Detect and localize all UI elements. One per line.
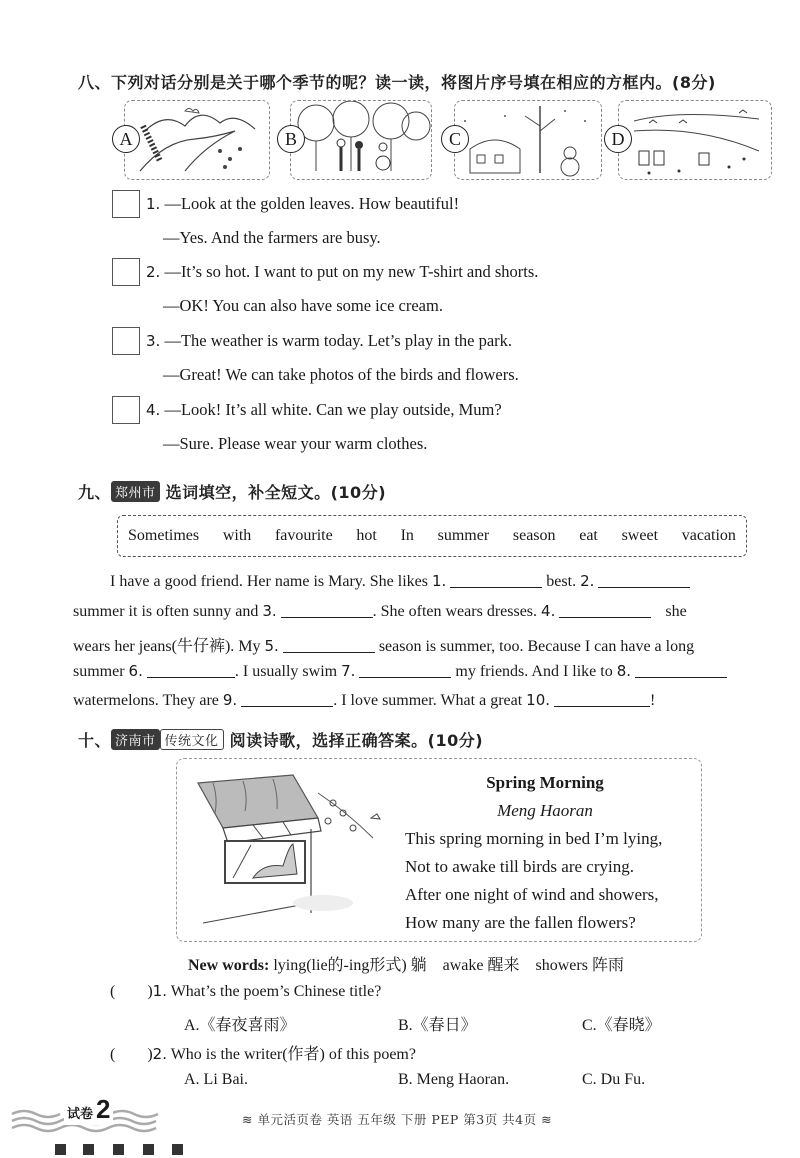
picture-b — [290, 100, 432, 180]
answer-box-3[interactable] — [112, 327, 140, 355]
question-1: ( )1. What’s the poem’s Chinese title? A.《春夜喜雨》 B.《春日》 C.《春晓》 — [110, 982, 661, 1034]
word-option: In — [400, 527, 414, 544]
word-option: summer — [437, 527, 490, 544]
option-c: C. Du Fu. — [582, 1071, 646, 1088]
new-words — [188, 952, 624, 975]
blank-7[interactable] — [359, 664, 451, 678]
picture-label-a: A — [112, 125, 140, 153]
winter-snowman-illustration — [455, 101, 602, 180]
word-bank — [117, 515, 747, 557]
passage-line-2: summer it is often sunny and 3. . She often wears dresses. 4. she — [73, 602, 687, 620]
new-words-label: New words: — [188, 957, 270, 974]
city-tag: 郑州市 — [111, 481, 160, 502]
picture-d — [618, 100, 772, 180]
picture-label-b: B — [277, 125, 305, 153]
poem-line: After one night of wind and showers, — [405, 885, 659, 904]
word-option: with — [222, 527, 252, 544]
word-bank-list — [118, 516, 746, 556]
spring-landscape-illustration — [125, 101, 270, 180]
paper-label: 试卷 2 — [64, 1094, 113, 1125]
option-c: C.《春晓》 — [582, 1017, 661, 1034]
city-tag: 济南市 — [111, 729, 160, 750]
blank-6[interactable] — [147, 664, 235, 678]
answer-box-1[interactable] — [112, 190, 140, 218]
passage-line-3: wears her jeans(牛仔裤). My 5. season is summer, too. Because I can have a long — [73, 637, 695, 655]
word-option: eat — [579, 527, 598, 544]
blank-5[interactable] — [283, 639, 375, 653]
poet-lying-by-window-illustration — [183, 763, 393, 939]
section-number: 八、 — [78, 73, 112, 92]
picture-c — [454, 100, 602, 180]
blank-8[interactable] — [635, 664, 727, 678]
passage-line-1: I have a good friend. Her name is Mary. She likes 1. best. 2. — [110, 572, 690, 591]
section-10-heading: 十、 济南市 传统文化 阅读诗歌，选择正确答案。(10分) — [78, 731, 484, 750]
spring-birds-illustration — [619, 101, 772, 180]
word-option: favourite — [274, 527, 333, 544]
poem-line: This spring morning in bed I’m lying, — [405, 829, 663, 848]
picture-a — [124, 100, 270, 180]
picture-row — [112, 98, 772, 183]
option-b: B. Meng Haoran. — [398, 1071, 510, 1088]
poem-title: Spring Morning — [486, 773, 604, 792]
new-words-list: lying(lie的-ing形式) 躺 awake 醒来 showers 阵雨 — [273, 957, 624, 974]
blank-10[interactable] — [554, 693, 650, 707]
word-option: season — [512, 527, 556, 544]
answer-paren[interactable]: ( ) — [110, 1046, 153, 1063]
word-option: hot — [356, 527, 377, 544]
option-a: A.《春夜喜雨》 — [184, 1017, 296, 1034]
autumn-orchard-illustration — [291, 101, 432, 180]
poem-line: Not to awake till birds are crying. — [405, 857, 634, 876]
blank-1[interactable] — [450, 574, 542, 588]
poem-line: How many are the fallen flowers? — [405, 913, 636, 932]
question-2: ( )2. Who is the writer(作者) of this poem? A. Li Bai. B. Meng Haoran. C. Du Fu. — [110, 1045, 646, 1088]
section-8-heading — [78, 70, 716, 93]
poem-text — [395, 769, 695, 937]
topic-tag: 传统文化 — [160, 729, 224, 750]
answer-paren[interactable]: ( ) — [110, 983, 153, 1000]
blank-9[interactable] — [241, 693, 333, 707]
section-instruction: 下列对话分别是关于哪个季节的呢？读一读，将图片序号填在相应的方框内。(8分) — [111, 73, 716, 92]
passage-line-5: watermelons. They are 9. . I love summer. What a great 10. ! — [73, 691, 656, 709]
word-option: Sometimes — [128, 527, 200, 544]
blank-2[interactable] — [598, 574, 690, 588]
section-9-heading: 九、 郑州市 选词填空，补全短文。(10分) — [78, 483, 387, 502]
option-a: A. Li Bai. — [184, 1071, 248, 1088]
option-b: B.《春日》 — [398, 1017, 477, 1034]
word-option: sweet — [621, 527, 659, 544]
poem-author: Meng Haoran — [497, 801, 593, 820]
answer-box-2[interactable] — [112, 258, 140, 286]
passage-line-4: summer 6. . I usually swim 7. my friends. And I like to 8. — [73, 662, 727, 681]
word-option: vacation — [681, 527, 736, 544]
footer-info: ≋ 单元活页卷 英语 五年级 下册 PEP 第3页 共4页 ≋ — [242, 1112, 553, 1127]
blank-4[interactable] — [559, 604, 651, 618]
answer-box-4[interactable] — [112, 396, 140, 424]
poem-box — [176, 758, 702, 942]
picture-label-c: C — [441, 125, 469, 153]
blank-3[interactable] — [281, 604, 373, 618]
picture-label-d: D — [604, 125, 632, 153]
